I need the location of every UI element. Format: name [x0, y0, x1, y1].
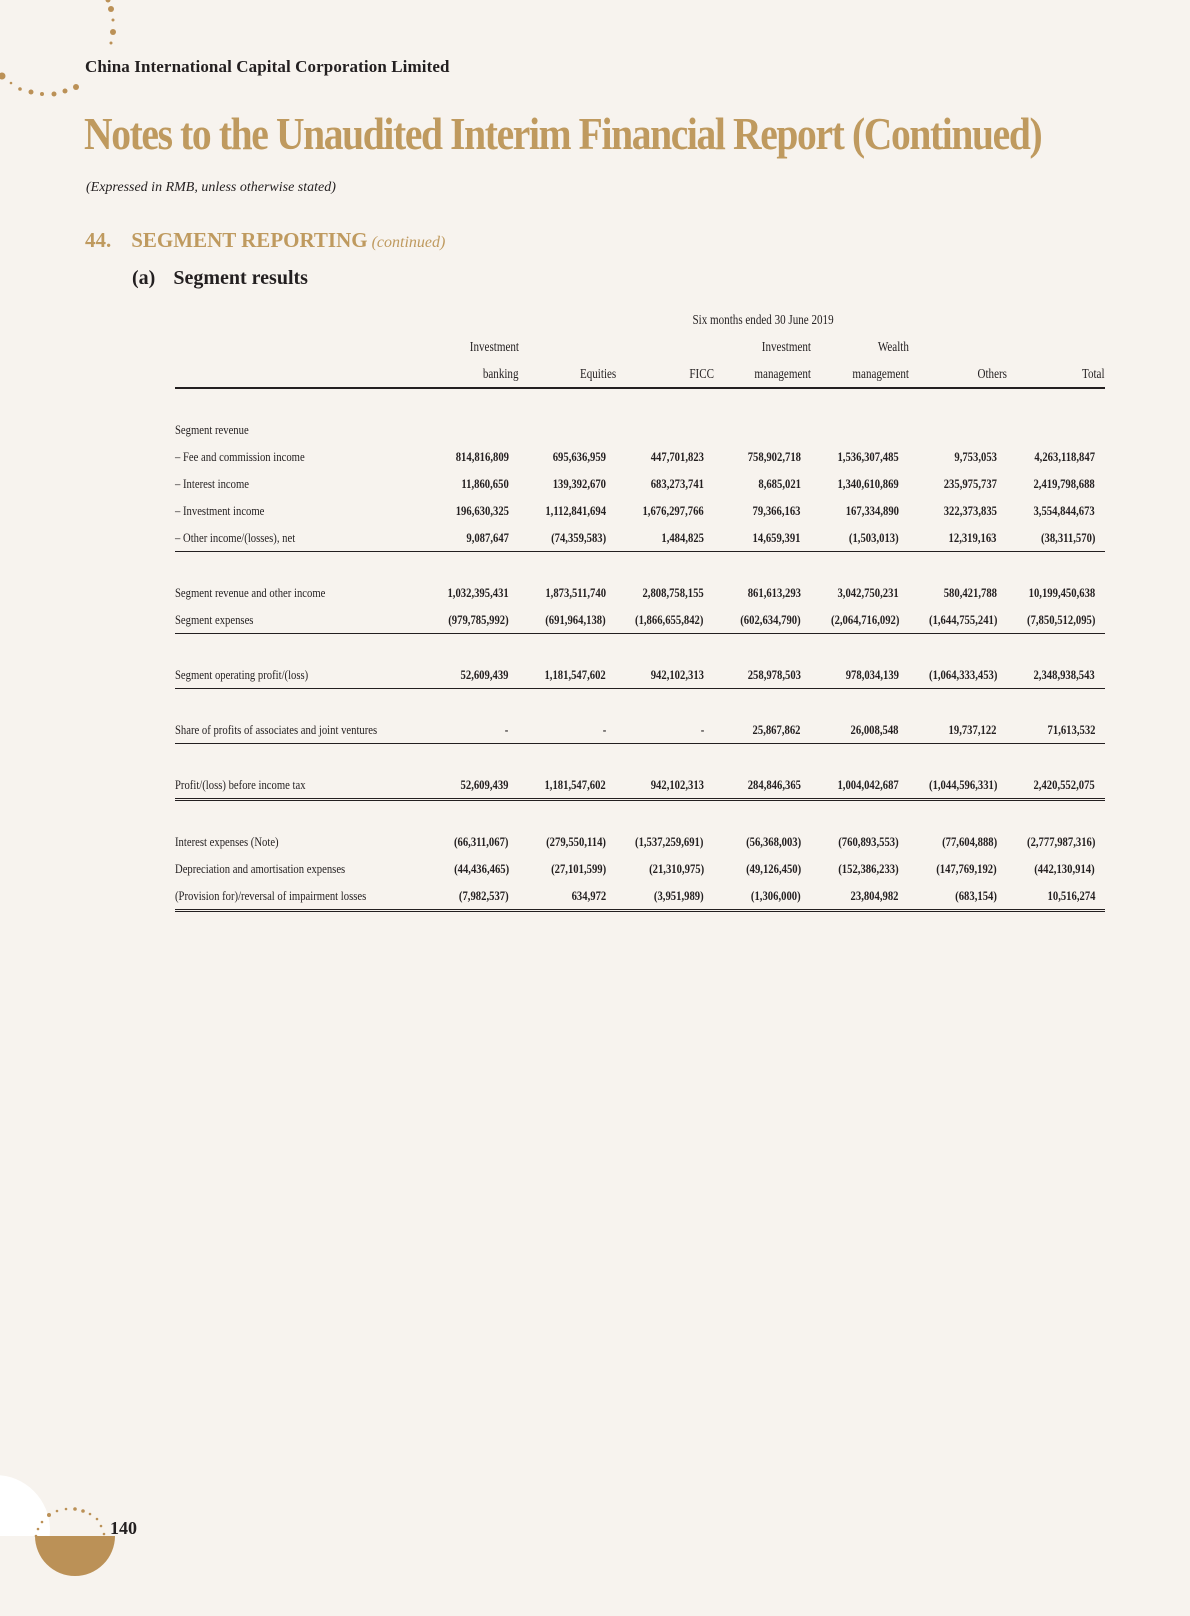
cell-value: 25,867,862	[714, 716, 811, 744]
row-label: Profit/(loss) before income tax	[175, 771, 422, 800]
column-header-line1	[1007, 333, 1105, 360]
cell-value: 2,419,798,688	[1033, 475, 1095, 491]
cell-value: 2,808,758,155	[642, 584, 704, 600]
cell-value: 1,181,547,602	[519, 771, 616, 800]
cell-value: 12,319,163	[909, 524, 1007, 552]
cell-value: 1,484,825	[616, 524, 714, 552]
cell-value: 9,087,647	[422, 524, 519, 552]
table-row	[175, 855, 1105, 882]
cell-value: 19,737,122	[909, 716, 1007, 744]
cell-value: 3,042,750,231	[837, 584, 899, 600]
cell-value: 1,536,307,485	[837, 448, 899, 464]
cell-value: 71,613,532	[1007, 716, 1105, 744]
cell-value: 26,008,548	[811, 716, 909, 744]
table-row	[175, 470, 1105, 497]
column-header-line1	[909, 333, 1007, 360]
cell-value: (77,604,888)	[941, 833, 997, 849]
column-header-line1	[616, 333, 714, 360]
table-row	[175, 661, 1105, 689]
cell-value: (1,064,333,453)	[909, 661, 1007, 689]
cell-value: 1,004,042,687	[811, 771, 909, 800]
cell-value: 634,972	[519, 882, 616, 911]
column-header-wealth-management: management	[811, 360, 909, 388]
column-header-row-1	[175, 333, 1105, 360]
cell-value: (1,644,755,241)	[909, 606, 1007, 634]
cell-value: (979,785,992)	[422, 606, 519, 634]
row-label: – Interest income	[175, 475, 250, 491]
subsection-title: Segment results	[173, 267, 308, 289]
cell-value: 814,816,809	[455, 448, 509, 464]
period-header: Six months ended 30 June 2019	[692, 311, 834, 327]
table-row	[175, 882, 1105, 911]
cell-value: 942,102,313	[616, 661, 714, 689]
cell-value: (3,951,989)	[616, 882, 714, 911]
cell-value: 1,873,511,740	[545, 584, 606, 600]
row-label: (Provision for)/reversal of impairment losses	[175, 882, 422, 911]
decorative-dotted-arc-icon	[30, 1500, 120, 1540]
cell-value: 52,609,439	[422, 661, 519, 689]
cell-value: 683,273,741	[650, 475, 704, 491]
cell-value: 4,263,118,847	[1034, 448, 1095, 464]
cell-value: (152,386,233)	[838, 860, 899, 876]
cell-value: (1,866,655,842)	[616, 606, 714, 634]
table-row	[175, 443, 1105, 470]
table-row	[175, 579, 1105, 606]
row-label: Segment operating profit/(loss)	[175, 661, 422, 689]
column-header-line1: Investment	[469, 338, 519, 354]
cell-value: 695,636,959	[552, 448, 606, 464]
table-row-segment-revenue-heading	[175, 416, 1105, 443]
table-row	[175, 771, 1105, 800]
cell-value: 196,630,325	[455, 502, 509, 518]
cell-value: 10,516,274	[1007, 882, 1105, 911]
cell-value: 1,112,841,694	[545, 502, 606, 518]
cell-value: (1,503,013)	[811, 524, 909, 552]
cell-value: (691,964,138)	[519, 606, 616, 634]
subsection-heading	[132, 267, 308, 290]
cell-value: (602,634,790)	[714, 606, 811, 634]
column-header-investment-banking: banking	[422, 360, 519, 388]
company-name: China International Capital Corporation Limited	[85, 57, 450, 76]
cell-value: 139,392,670	[552, 475, 606, 491]
cell-value: (1,044,596,331)	[909, 771, 1007, 800]
cell-value: 1,032,395,431	[447, 584, 509, 600]
column-header-line1: Wealth	[877, 338, 909, 354]
section-number: 44.	[85, 228, 112, 252]
cell-value: 14,659,391	[714, 524, 811, 552]
cell-value: 79,366,163	[752, 502, 801, 518]
cell-value: (7,982,537)	[422, 882, 519, 911]
column-header-ficc: FICC	[616, 360, 714, 388]
cell-value: 580,421,788	[943, 584, 997, 600]
table-row	[175, 828, 1105, 855]
table-row	[175, 497, 1105, 524]
cell-value: 167,334,890	[845, 502, 899, 518]
cell-value: (2,777,987,316)	[1026, 833, 1095, 849]
cell-value: 284,846,365	[714, 771, 811, 800]
row-label: – Other income/(losses), net	[175, 524, 422, 552]
cell-value: 1,181,547,602	[519, 661, 616, 689]
cell-value: 3,554,844,673	[1033, 502, 1095, 518]
cell-value: (683,154)	[909, 882, 1007, 911]
cell-value: (27,101,599)	[550, 860, 606, 876]
column-header-equities: Equities	[519, 360, 616, 388]
row-label: Depreciation and amortisation expenses	[175, 860, 346, 876]
cell-value: 322,373,835	[943, 502, 997, 518]
cell-value: 258,978,503	[714, 661, 811, 689]
cell-value: -	[616, 716, 714, 744]
cell-value: (1,537,259,691)	[635, 833, 704, 849]
column-header-others: Others	[909, 360, 1007, 388]
cell-value: (7,850,512,095)	[1007, 606, 1105, 634]
column-header-line1: Investment	[761, 338, 811, 354]
cell-value: 1,676,297,766	[642, 502, 704, 518]
page-title: Notes to the Unaudited Interim Financial Report (Continued)	[84, 108, 1042, 159]
cell-value: 10,199,450,638	[1028, 584, 1095, 600]
row-label: Share of profits of associates and joint ventures	[175, 716, 422, 744]
cell-value: 8,685,021	[758, 475, 801, 491]
cell-value: (760,893,553)	[838, 833, 899, 849]
period-header-row	[175, 306, 1105, 333]
cell-value: (66,311,067)	[454, 833, 509, 849]
table-row	[175, 606, 1105, 634]
currency-note: (Expressed in RMB, unless otherwise stated)	[86, 180, 336, 195]
row-label: Interest expenses (Note)	[175, 833, 279, 849]
column-header-row-2	[175, 360, 1105, 388]
cell-value: (2,064,716,092)	[811, 606, 909, 634]
cell-value: 447,701,823	[650, 448, 704, 464]
table-row	[175, 524, 1105, 552]
page-number: 140	[110, 1518, 137, 1538]
cell-value: 2,420,552,075	[1007, 771, 1105, 800]
cell-value: (442,130,914)	[1034, 860, 1095, 876]
cell-value: 1,340,610,869	[837, 475, 899, 491]
cell-value: 11,860,650	[461, 475, 509, 491]
row-label: Segment revenue	[175, 421, 249, 437]
cell-value: 861,613,293	[747, 584, 801, 600]
cell-value: (147,769,192)	[936, 860, 997, 876]
section-continued: (continued)	[371, 234, 446, 251]
cell-value: 942,102,313	[616, 771, 714, 800]
row-label: Segment expenses	[175, 606, 422, 634]
cell-value: 52,609,439	[422, 771, 519, 800]
column-header-investment-management: management	[714, 360, 811, 388]
cell-value: -	[519, 716, 616, 744]
cell-value: 23,804,982	[811, 882, 909, 911]
column-header-line1	[519, 333, 616, 360]
cell-value: -	[422, 716, 519, 744]
cell-value: (74,359,583)	[519, 524, 616, 552]
cell-value: (279,550,114)	[546, 833, 606, 849]
cell-value: 978,034,139	[811, 661, 909, 689]
cell-value: (38,311,570)	[1007, 524, 1105, 552]
cell-value: (56,368,003)	[745, 833, 801, 849]
cell-value: (1,306,000)	[714, 882, 811, 911]
decorative-dots-icon	[0, 0, 120, 110]
segment-results-table	[175, 306, 1105, 912]
column-header-total: Total	[1007, 360, 1105, 388]
cell-value: (21,310,975)	[648, 860, 704, 876]
cell-value: (49,126,450)	[745, 860, 801, 876]
row-label: – Fee and commission income	[175, 448, 305, 464]
section-title: SEGMENT REPORTING	[131, 228, 368, 252]
row-label: Segment revenue and other income	[175, 584, 326, 600]
cell-value: 235,975,737	[943, 475, 997, 491]
cell-value: (44,436,465)	[453, 860, 509, 876]
cell-value: 2,348,938,543	[1007, 661, 1105, 689]
cell-value: 758,902,718	[747, 448, 801, 464]
table-row	[175, 716, 1105, 744]
section-heading	[85, 228, 445, 253]
cell-value: 9,753,053	[954, 448, 997, 464]
subsection-label: (a)	[132, 267, 156, 289]
row-label: – Investment income	[175, 502, 265, 518]
